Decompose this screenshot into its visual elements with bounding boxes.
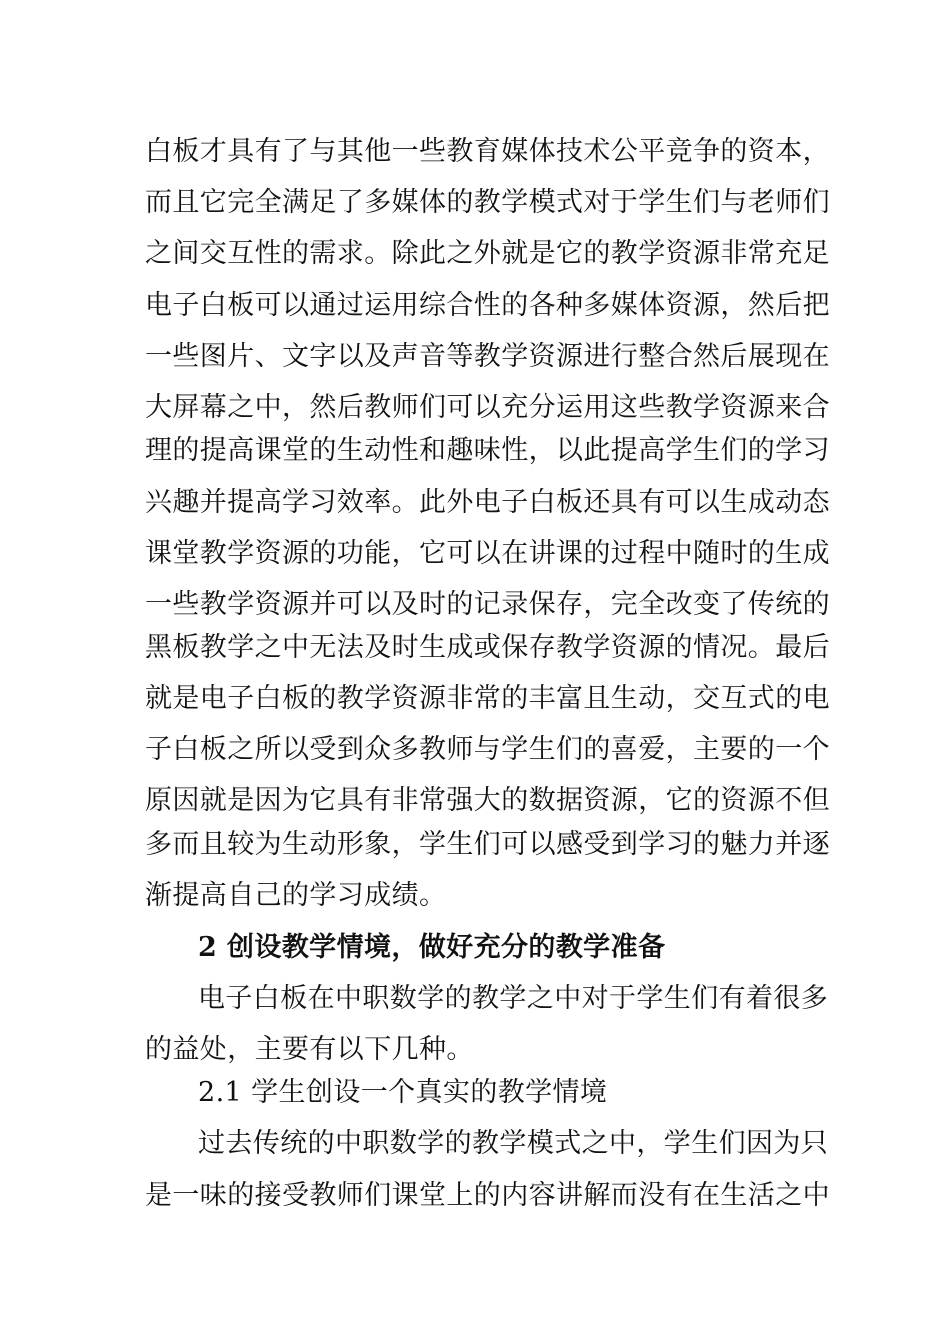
body-line: 兴趣并提高学习效率。此外电子白板还具有可以生成动态 bbox=[145, 487, 830, 518]
section-intro-line: 电子白板在中职数学的教学之中对于学生们有着很多 bbox=[198, 983, 829, 1014]
body-line: 子白板之所以受到众多教师与学生们的喜爱，主要的一个 bbox=[145, 734, 830, 765]
body-line: 而且它完全满足了多媒体的教学模式对于学生们与老师们 bbox=[145, 187, 830, 218]
body-line: 大屏幕之中，然后教师们可以充分运用这些教学资源来合 bbox=[145, 392, 830, 423]
body-line: 理的提高课堂的生动性和趣味性，以此提高学生们的学习 bbox=[145, 435, 830, 466]
body-line: 白板才具有了与其他一些教育媒体技术公平竞争的资本， bbox=[145, 136, 830, 167]
section-intro-line: 的益处，主要有以下几种。 bbox=[145, 1034, 474, 1065]
subsection-heading: 2.1 学生创设一个真实的教学情境 bbox=[198, 1077, 608, 1108]
body-line: 之间交互性的需求。除此之外就是它的教学资源非常充足 bbox=[145, 238, 830, 269]
body-line: 电子白板可以通过运用综合性的各种多媒体资源，然后把 bbox=[145, 290, 830, 321]
body-line: 一些图片、文字以及声音等教学资源进行整合然后展现在 bbox=[145, 341, 830, 372]
section-heading: 2 创设教学情境，做好充分的教学准备 bbox=[198, 932, 666, 963]
body-line: 原因就是因为它具有非常强大的数据资源，它的资源不但 bbox=[145, 785, 830, 816]
body-line: 课堂教学资源的功能，它可以在讲课的过程中随时的生成 bbox=[145, 538, 830, 569]
body-line: 就是电子白板的教学资源非常的丰富且生动，交互式的电 bbox=[145, 683, 830, 714]
subsection-body-line: 过去传统的中职数学的教学模式之中，学生们因为只 bbox=[198, 1128, 829, 1159]
body-line: 渐提高自己的学习成绩。 bbox=[145, 880, 447, 911]
body-line: 多而且较为生动形象，学生们可以感受到学习的魅力并逐 bbox=[145, 829, 830, 860]
body-line: 一些教学资源并可以及时的记录保存，完全改变了传统的 bbox=[145, 589, 830, 620]
subsection-body-line: 是一味的接受教师们课堂上的内容讲解而没有在生活之中 bbox=[145, 1180, 830, 1211]
body-line: 黑板教学之中无法及时生成或保存教学资源的情况。最后 bbox=[145, 632, 830, 663]
